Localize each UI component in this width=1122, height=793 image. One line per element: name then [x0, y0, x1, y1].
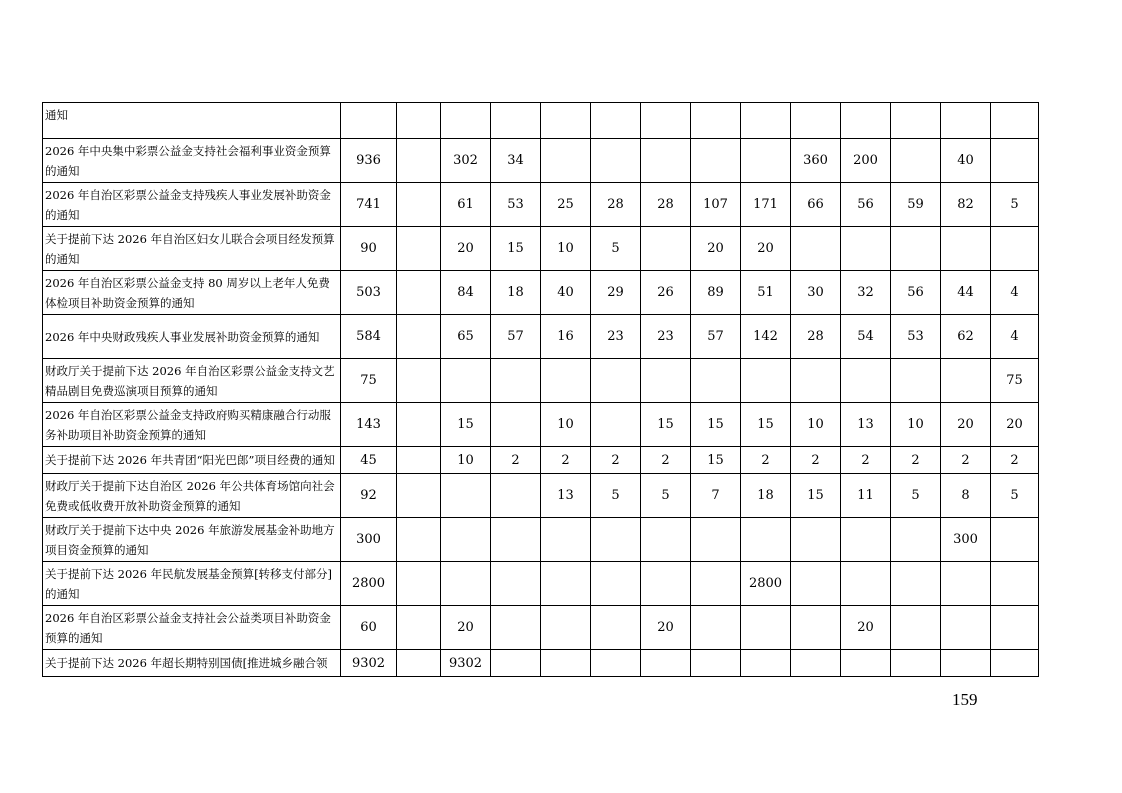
- amount-cell: [541, 562, 591, 606]
- amount-cell: [641, 359, 691, 403]
- amount-cell: [991, 606, 1039, 650]
- amount-cell: 107: [691, 183, 741, 227]
- amount-cell: [641, 139, 691, 183]
- amount-cell: 142: [741, 315, 791, 359]
- amount-cell: [841, 518, 891, 562]
- amount-cell: 10: [891, 403, 941, 447]
- amount-cell: [591, 139, 641, 183]
- budget-table: [42, 102, 1039, 677]
- amount-cell: [741, 518, 791, 562]
- total-amount-cell: 9302: [341, 650, 397, 677]
- amount-cell: [841, 562, 891, 606]
- amount-cell: [691, 650, 741, 677]
- amount-cell: [641, 518, 691, 562]
- total-amount-cell: 90: [341, 227, 397, 271]
- amount-cell: [441, 518, 491, 562]
- amount-cell: [541, 139, 591, 183]
- amount-cell: [491, 103, 541, 139]
- amount-cell: [591, 359, 641, 403]
- amount-cell: [541, 359, 591, 403]
- amount-cell: 29: [591, 271, 641, 315]
- amount-cell: [941, 562, 991, 606]
- amount-cell: [541, 103, 591, 139]
- amount-cell: [491, 650, 541, 677]
- amount-cell: [691, 562, 741, 606]
- amount-cell: [941, 650, 991, 677]
- amount-cell: 28: [591, 183, 641, 227]
- amount-cell: [841, 103, 891, 139]
- amount-cell: 30: [791, 271, 841, 315]
- amount-cell: [591, 518, 641, 562]
- amount-cell: 75: [991, 359, 1039, 403]
- item-name-cell: 关于提前下达 2026 年民航发展基金预算[转移支付部分]的通知: [43, 562, 341, 606]
- amount-cell: [591, 103, 641, 139]
- total-amount-cell: 584: [341, 315, 397, 359]
- amount-cell: 18: [741, 474, 791, 518]
- item-name-cell: 通知: [43, 103, 341, 139]
- amount-cell: 23: [591, 315, 641, 359]
- amount-cell: 51: [741, 271, 791, 315]
- amount-cell: [891, 650, 941, 677]
- amount-cell: 2: [991, 447, 1039, 474]
- amount-cell: [591, 606, 641, 650]
- amount-cell: 57: [691, 315, 741, 359]
- amount-cell: 34: [491, 139, 541, 183]
- amount-cell: 40: [541, 271, 591, 315]
- amount-cell: [641, 562, 691, 606]
- amount-cell: 10: [541, 403, 591, 447]
- amount-cell: [491, 474, 541, 518]
- amount-cell: [397, 183, 441, 227]
- amount-cell: [891, 359, 941, 403]
- table-row: [43, 139, 1039, 183]
- amount-cell: [397, 474, 441, 518]
- amount-cell: [841, 650, 891, 677]
- amount-cell: [397, 315, 441, 359]
- amount-cell: 302: [441, 139, 491, 183]
- amount-cell: [541, 518, 591, 562]
- item-name-cell: 2026 年自治区彩票公益金支持 80 周岁以上老年人免费体检项目补助资金预算的通知: [43, 271, 341, 315]
- item-name-cell: 关于提前下达 2026 年超长期特别国债[推进城乡融合领: [43, 650, 341, 677]
- amount-cell: 2: [491, 447, 541, 474]
- amount-cell: 44: [941, 271, 991, 315]
- amount-cell: [941, 227, 991, 271]
- amount-cell: 15: [491, 227, 541, 271]
- amount-cell: [541, 650, 591, 677]
- amount-cell: [741, 359, 791, 403]
- amount-cell: [791, 518, 841, 562]
- amount-cell: [397, 359, 441, 403]
- amount-cell: 62: [941, 315, 991, 359]
- total-amount-cell: 143: [341, 403, 397, 447]
- amount-cell: [397, 518, 441, 562]
- amount-cell: [441, 103, 491, 139]
- total-amount-cell: 503: [341, 271, 397, 315]
- table-row: [43, 271, 1039, 315]
- amount-cell: 57: [491, 315, 541, 359]
- amount-cell: [641, 650, 691, 677]
- amount-cell: [691, 518, 741, 562]
- amount-cell: 56: [841, 183, 891, 227]
- amount-cell: 2: [791, 447, 841, 474]
- amount-cell: 82: [941, 183, 991, 227]
- amount-cell: 300: [941, 518, 991, 562]
- item-name-cell: 关于提前下达 2026 年共青团“阳光巴郎”项目经费的通知: [43, 447, 341, 474]
- amount-cell: [441, 359, 491, 403]
- amount-cell: [791, 227, 841, 271]
- item-name-cell: 财政厅关于提前下达自治区 2026 年公共体育场馆向社会免费或低收费开放补助资金预算的通知: [43, 474, 341, 518]
- amount-cell: 5: [991, 474, 1039, 518]
- amount-cell: 7: [691, 474, 741, 518]
- amount-cell: 10: [791, 403, 841, 447]
- item-name-cell: 财政厅关于提前下达 2026 年自治区彩票公益金支持文艺精品剧目免费巡演项目预算的通知: [43, 359, 341, 403]
- item-name-cell: 2026 年中央财政残疾人事业发展补助资金预算的通知: [43, 315, 341, 359]
- amount-cell: [397, 403, 441, 447]
- table-row: [43, 183, 1039, 227]
- amount-cell: [891, 562, 941, 606]
- amount-cell: 32: [841, 271, 891, 315]
- amount-cell: 25: [541, 183, 591, 227]
- table-body: [43, 103, 1039, 677]
- amount-cell: [941, 103, 991, 139]
- total-amount-cell: 75: [341, 359, 397, 403]
- amount-cell: [691, 359, 741, 403]
- amount-cell: 26: [641, 271, 691, 315]
- total-amount-cell: 936: [341, 139, 397, 183]
- table-row: [43, 103, 1039, 139]
- amount-cell: 65: [441, 315, 491, 359]
- amount-cell: [791, 359, 841, 403]
- item-name-cell: 2026 年自治区彩票公益金支持残疾人事业发展补助资金的通知: [43, 183, 341, 227]
- amount-cell: 28: [641, 183, 691, 227]
- amount-cell: [991, 562, 1039, 606]
- amount-cell: 4: [991, 271, 1039, 315]
- amount-cell: 5: [641, 474, 691, 518]
- amount-cell: [791, 650, 841, 677]
- amount-cell: [891, 227, 941, 271]
- table-row: [43, 359, 1039, 403]
- table-row: [43, 403, 1039, 447]
- amount-cell: [397, 650, 441, 677]
- amount-cell: 20: [941, 403, 991, 447]
- amount-cell: 10: [541, 227, 591, 271]
- amount-cell: 5: [991, 183, 1039, 227]
- amount-cell: 2: [741, 447, 791, 474]
- total-amount-cell: [341, 103, 397, 139]
- amount-cell: 15: [641, 403, 691, 447]
- amount-cell: [491, 562, 541, 606]
- total-amount-cell: 60: [341, 606, 397, 650]
- page-number: 159: [952, 690, 978, 709]
- amount-cell: [891, 103, 941, 139]
- amount-cell: [397, 271, 441, 315]
- amount-cell: [891, 606, 941, 650]
- item-name-cell: 财政厅关于提前下达中央 2026 年旅游发展基金补助地方项目资金预算的通知: [43, 518, 341, 562]
- table-row: [43, 474, 1039, 518]
- amount-cell: 53: [891, 315, 941, 359]
- table-row: [43, 227, 1039, 271]
- table-row: [43, 315, 1039, 359]
- amount-cell: 20: [641, 606, 691, 650]
- item-name-cell: 2026 年自治区彩票公益金支持社会公益类项目补助资金预算的通知: [43, 606, 341, 650]
- amount-cell: 13: [541, 474, 591, 518]
- amount-cell: [741, 606, 791, 650]
- amount-cell: 8: [941, 474, 991, 518]
- amount-cell: 84: [441, 271, 491, 315]
- amount-cell: 5: [591, 227, 641, 271]
- amount-cell: [441, 474, 491, 518]
- amount-cell: [397, 139, 441, 183]
- amount-cell: 28: [791, 315, 841, 359]
- amount-cell: [491, 606, 541, 650]
- amount-cell: [741, 139, 791, 183]
- amount-cell: 200: [841, 139, 891, 183]
- amount-cell: 10: [441, 447, 491, 474]
- amount-cell: 20: [691, 227, 741, 271]
- item-name-cell: 关于提前下达 2026 年自治区妇女儿联合会项目经发预算的通知: [43, 227, 341, 271]
- amount-cell: 2: [941, 447, 991, 474]
- amount-cell: [397, 227, 441, 271]
- amount-cell: [691, 103, 741, 139]
- amount-cell: [741, 103, 791, 139]
- amount-cell: [791, 562, 841, 606]
- amount-cell: 360: [791, 139, 841, 183]
- total-amount-cell: 741: [341, 183, 397, 227]
- amount-cell: [891, 139, 941, 183]
- table-row: [43, 650, 1039, 677]
- amount-cell: [791, 103, 841, 139]
- amount-cell: 15: [741, 403, 791, 447]
- total-amount-cell: 300: [341, 518, 397, 562]
- table-row: [43, 447, 1039, 474]
- amount-cell: 15: [691, 403, 741, 447]
- amount-cell: 20: [841, 606, 891, 650]
- amount-cell: [991, 650, 1039, 677]
- amount-cell: 89: [691, 271, 741, 315]
- amount-cell: 2: [891, 447, 941, 474]
- amount-cell: 15: [691, 447, 741, 474]
- item-name-cell: 2026 年中央集中彩票公益金支持社会福利事业资金预算的通知: [43, 139, 341, 183]
- amount-cell: 2: [541, 447, 591, 474]
- amount-cell: 16: [541, 315, 591, 359]
- amount-cell: 54: [841, 315, 891, 359]
- amount-cell: [991, 518, 1039, 562]
- amount-cell: [991, 139, 1039, 183]
- amount-cell: [841, 227, 891, 271]
- amount-cell: [841, 359, 891, 403]
- item-name-cell: 2026 年自治区彩票公益金支持政府购买精康融合行动服务补助项目补助资金预算的通知: [43, 403, 341, 447]
- amount-cell: 4: [991, 315, 1039, 359]
- amount-cell: [991, 103, 1039, 139]
- amount-cell: [397, 606, 441, 650]
- amount-cell: 53: [491, 183, 541, 227]
- amount-cell: 61: [441, 183, 491, 227]
- amount-cell: [491, 359, 541, 403]
- total-amount-cell: 45: [341, 447, 397, 474]
- amount-cell: 56: [891, 271, 941, 315]
- amount-cell: 2: [591, 447, 641, 474]
- amount-cell: [491, 518, 541, 562]
- amount-cell: [441, 562, 491, 606]
- amount-cell: [591, 562, 641, 606]
- amount-cell: 15: [791, 474, 841, 518]
- amount-cell: 2800: [741, 562, 791, 606]
- amount-cell: [991, 227, 1039, 271]
- amount-cell: 15: [441, 403, 491, 447]
- amount-cell: [941, 359, 991, 403]
- amount-cell: 40: [941, 139, 991, 183]
- amount-cell: 59: [891, 183, 941, 227]
- amount-cell: 13: [841, 403, 891, 447]
- table-row: [43, 606, 1039, 650]
- table-row: [43, 562, 1039, 606]
- amount-cell: 20: [441, 227, 491, 271]
- amount-cell: [397, 447, 441, 474]
- amount-cell: [491, 403, 541, 447]
- amount-cell: [641, 103, 691, 139]
- amount-cell: [741, 650, 791, 677]
- amount-cell: 9302: [441, 650, 491, 677]
- amount-cell: [941, 606, 991, 650]
- amount-cell: 171: [741, 183, 791, 227]
- amount-cell: 2: [841, 447, 891, 474]
- amount-cell: 11: [841, 474, 891, 518]
- amount-cell: 23: [641, 315, 691, 359]
- table-row: [43, 518, 1039, 562]
- total-amount-cell: 2800: [341, 562, 397, 606]
- amount-cell: [691, 606, 741, 650]
- amount-cell: [397, 103, 441, 139]
- amount-cell: [397, 562, 441, 606]
- amount-cell: 5: [891, 474, 941, 518]
- amount-cell: [691, 139, 741, 183]
- amount-cell: 2: [641, 447, 691, 474]
- amount-cell: 18: [491, 271, 541, 315]
- amount-cell: 20: [441, 606, 491, 650]
- amount-cell: [541, 606, 591, 650]
- amount-cell: 66: [791, 183, 841, 227]
- amount-cell: [591, 403, 641, 447]
- amount-cell: 20: [741, 227, 791, 271]
- amount-cell: 20: [991, 403, 1039, 447]
- amount-cell: [591, 650, 641, 677]
- amount-cell: [641, 227, 691, 271]
- amount-cell: [891, 518, 941, 562]
- amount-cell: [791, 606, 841, 650]
- amount-cell: 5: [591, 474, 641, 518]
- total-amount-cell: 92: [341, 474, 397, 518]
